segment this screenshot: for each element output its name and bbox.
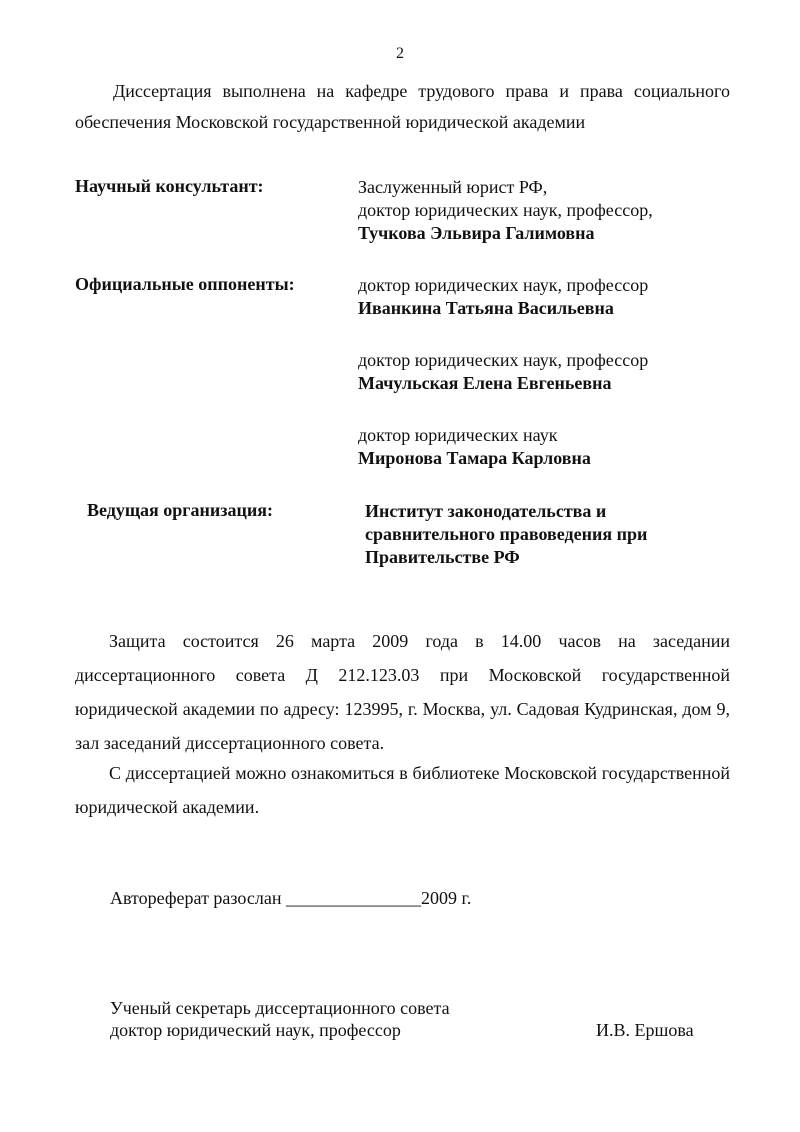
consultant-title-2: доктор юридических наук, профессор, xyxy=(358,200,653,220)
opponent-1-title: доктор юридических наук, профессор xyxy=(358,275,649,295)
leading-org-line-3: Правительстве РФ xyxy=(365,547,520,567)
opponent-1 xyxy=(358,274,648,320)
consultant-title-1: Заслуженный юрист РФ, xyxy=(358,177,548,197)
consultant-block xyxy=(358,176,653,245)
opponent-2 xyxy=(358,349,648,395)
secretary-degree: доктор юридический наук, профессор xyxy=(110,1020,401,1040)
opponent-3-name: Миронова Тамара Карловна xyxy=(358,448,591,468)
secretary-name: И.В. Ершова xyxy=(596,1020,694,1040)
consultant-name: Тучкова Эльвира Галимовна xyxy=(358,223,595,243)
opponent-3-title: доктор юридических наук xyxy=(358,425,558,445)
leading-org-name xyxy=(365,500,647,569)
opponents-label: Официальные оппоненты: xyxy=(75,274,295,294)
intro-paragraph: Диссертация выполнена на кафедре трудового права и права социального обеспечения Московской государственной юридической академии xyxy=(75,81,730,132)
opponent-1-name: Иванкина Татьяна Васильевна xyxy=(358,298,614,318)
defense-paragraph: Защита состоится 26 марта 2009 года в 14.00 часов на заседании диссертационного совета Д 212.123.03 при Московской государственной юридической академии по адресу: 123995, г. Москва, ул. Садовая Кудринская, дом 9, зал заседаний диссертационного совета. xyxy=(75,631,730,753)
leading-org-line-1: Институт законодательства и xyxy=(365,501,607,521)
secretary-position: Ученый секретарь диссертационного совета xyxy=(110,998,450,1018)
page-number: 2 xyxy=(396,45,404,62)
library-paragraph: С диссертацией можно ознакомиться в библиотеке Московской государственной юридической академии. xyxy=(75,763,730,817)
leading-org-line-2: сравнительного правоведения при xyxy=(365,524,648,544)
leading-org-label: Ведущая организация: xyxy=(87,500,273,520)
opponent-2-name: Мачульская Елена Евгеньевна xyxy=(358,373,612,393)
sent-line: Автореферат разослан _______________2009 г. xyxy=(110,888,472,908)
opponent-2-title: доктор юридических наук, профессор xyxy=(358,350,649,370)
opponent-3 xyxy=(358,424,591,470)
consultant-label: Научный консультант: xyxy=(75,176,264,196)
